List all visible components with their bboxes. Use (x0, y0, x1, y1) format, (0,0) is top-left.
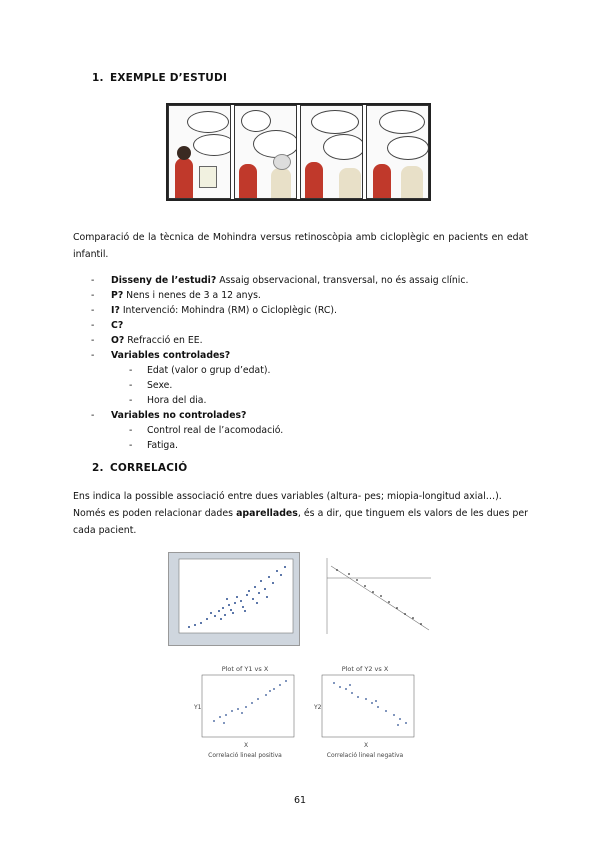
uncontrolled-fatigue: - Fatiga. (129, 440, 178, 451)
comic-panel-2 (234, 105, 297, 199)
controlled-sex: - Sexe. (129, 380, 173, 391)
comic-panel-3 (300, 105, 363, 199)
positive-caption: Correlació lineal positiva (208, 752, 282, 759)
comic-panel-1 (168, 105, 231, 199)
study-item-outcome: - O? Refracció en EE. (91, 335, 203, 346)
section-2-title: CORRELACIÓ (110, 462, 188, 474)
scatter-plot-height-weight (168, 552, 300, 646)
negative-caption: Correlació lineal negativa (326, 752, 404, 759)
correlation-paragraph-2: Només es poden relacionar dades aparellades, és a dir, que tinguem els valors de les dues per cada pacient. (73, 508, 528, 536)
regression-plot-negative (307, 552, 437, 644)
negative-correlation-plot (310, 663, 420, 761)
study-item-controlled: - Variables controlades? - Edat (valor o grup d’edat). - Sexe. - Hora del dia. (91, 348, 531, 408)
controlled-sublist (111, 363, 531, 408)
correlation-paragraph-1: Ens indica la possible associació entre dues variables (altura- pes; miopia-longitud axial…). (73, 491, 502, 502)
intro-paragraph: Comparació de la tècnica de Mohindra versus retinoscòpia amb cicloplègic en pacients en edat infantil. (73, 232, 528, 260)
comic-strip (166, 103, 431, 201)
study-item-intervention: - I? Intervenció: Mohindra (RM) o Cicloplègic (RC). (91, 305, 337, 316)
section-1-title: EXEMPLE D’ESTUDI (110, 72, 228, 84)
positive-y-label: Y1 (194, 704, 202, 711)
study-item-population: - P? Nens i nenes de 3 a 12 anys. (91, 290, 261, 301)
study-item-design: - Disseny de l’estudi? Assaig observacional, transversal, no és assaig clínic. (91, 275, 469, 286)
uncontrolled-sublist (111, 423, 531, 453)
study-item-uncontrolled: - Variables no controlades? - Control real de l’acomodació. - Fatiga. (91, 408, 531, 453)
negative-x-label: X (363, 742, 369, 749)
study-list (91, 273, 531, 453)
positive-x-label: X (243, 742, 249, 749)
uncontrolled-accommodation: - Control real de l’acomodació. (129, 425, 284, 436)
section-1-number: 1. (92, 72, 104, 84)
comic-panel-4 (366, 105, 429, 199)
controlled-age: - Edat (valor o grup d’edat). (129, 365, 271, 376)
section-2-heading (92, 462, 187, 474)
page-number: 61 (293, 795, 307, 806)
negative-plot-title: Plot of Y2 vs X (341, 665, 389, 673)
positive-plot-title: Plot of Y1 vs X (221, 665, 269, 673)
negative-y-label: Y2 (314, 704, 322, 711)
controlled-time: - Hora del dia. (129, 395, 207, 406)
positive-correlation-plot (190, 663, 300, 761)
section-2-number: 2. (92, 462, 104, 474)
study-item-comparison: - C? (91, 320, 124, 331)
section-1-heading (92, 72, 227, 84)
